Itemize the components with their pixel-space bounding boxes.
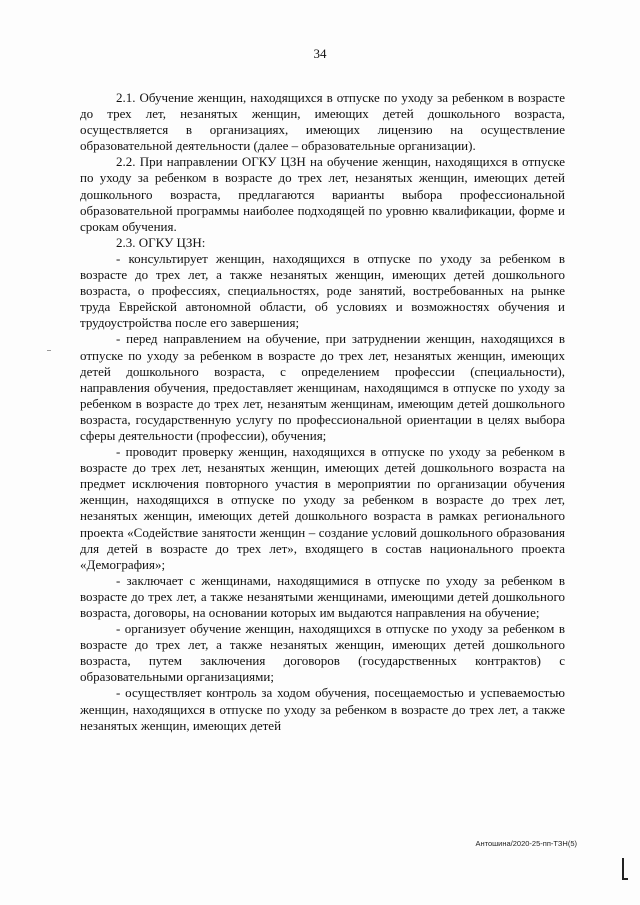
paragraph-2-1: 2.1. Обучение женщин, находящихся в отпуске по уходу за ребенком в возрасте до трех лет, незанятых женщин, имеющих детей дошкольного возраста, осуществляется в организациях, имеющих лицензию на осуществление образовательной деятельности (далее – образовательные организации). [80, 90, 565, 154]
list-item-organizes-training: - организует обучение женщин, находящихся в отпуске по уходу за ребенком в возрасте до трех лет, а также незанятых женщин, имеющих детей дошкольного возраста, путем заключения договоров (государственных контрактов) с образовательными организациями; [80, 621, 565, 685]
scan-artifact [47, 350, 51, 351]
list-item-contracts: - заключает с женщинами, находящимися в отпуске по уходу за ребенком в возрасте до трех лет, а также незанятыми женщинами, имеющими детей дошкольного возраста, договоры, на основании которых им выдаются направления на обучение; [80, 572, 565, 620]
list-item-consults: - консультирует женщин, находящихся в отпуске по уходу за ребенком в возрасте до трех лет, а также незанятых женщин, имеющих детей дошкольного возраста, о профессиях, специальностях, роде занятий, востребованных на рынке труда Еврейской автономной области, об условиях и возможностях обучения и трудоустройства после его завершения; [80, 250, 565, 331]
page-number: 34 [313, 46, 327, 61]
scan-corner-mark [622, 858, 624, 880]
list-item-monitoring: - осуществляет контроль за ходом обучения, посещаемостью и успеваемостью женщин, находящихся в отпуске по уходу за ребенком в возрасте до трех лет, а также незанятых женщин, имеющих детей [80, 685, 565, 733]
paragraph-2-3-heading: 2.3. ОГКУ ЦЗН: [116, 234, 206, 250]
document-body [80, 90, 565, 734]
paragraph-2-2: 2.2. При направлении ОГКУ ЦЗН на обучение женщин, находящихся в отпуске по уходу за ребенком в возрасте до трех лет, незанятых женщин, имеющих детей дошкольного возраста, предлагаются варианты выбора профессиональной образовательной программы наиболее подходящей по уровню квалификации, форме и срокам обучения. [80, 154, 565, 234]
list-item-verification: - проводит проверку женщин, находящихся в отпуске по уходу за ребенком в возрасте до трех лет, незанятых женщин, имеющих детей дошкольного возраста на предмет исключения повторного участия в мероприятии по организации обучения женщин, находящихся в отпуске по уходу за ребенком в возрасте до трех лет, незанятых женщин, имеющих детей дошкольного возраста в рамках регионального проекта «Содействие занятости женщин – создание условий дошкольного образования для детей в возрасте до трех лет», входящего в состав национального проекта «Демография»; [80, 444, 565, 572]
list-item-career-guidance: - перед направлением на обучение, при затруднении женщин, находящихся в отпуске по уходу за ребенком в возрасте до трех лет, незанятых женщин, имеющих детей дошкольного возраста, с определением профессии (специальности), направления обучения, предоставляет женщинам, находящимся в отпуске по уходу за ребенком в возрасте до трех лет, незанятым женщинам, имеющим детей дошкольного возраста, государственную услугу по профессиональной ориентации в целях выбора сферы деятельности (профессии), обучения; [80, 331, 565, 443]
document-code: Антошина/2020-25-пп-ТЗН(5) [475, 839, 577, 848]
